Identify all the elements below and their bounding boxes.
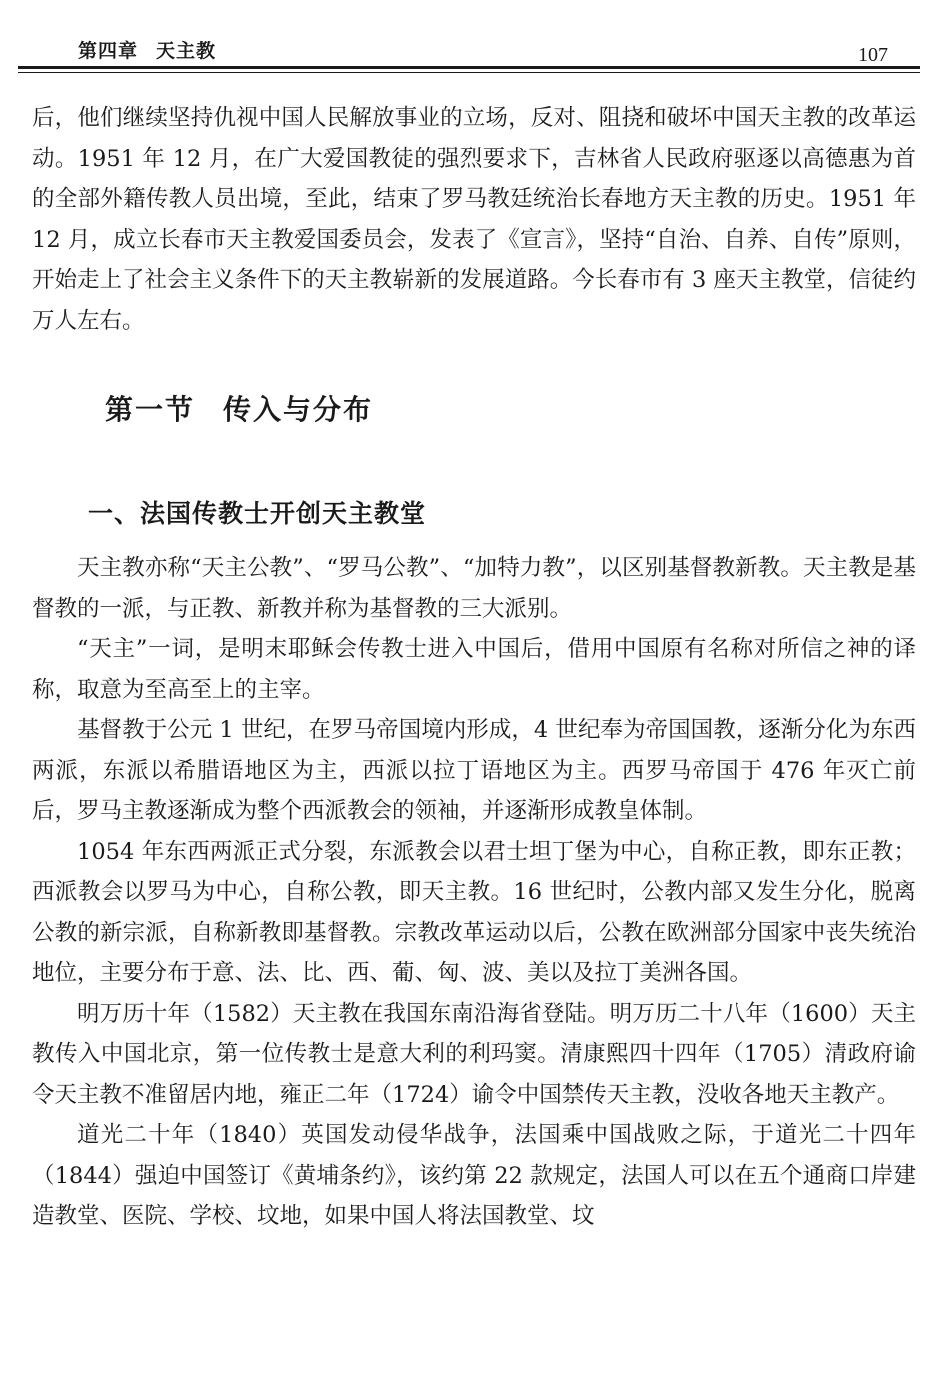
- intro-paragraph: 后，他们继续坚持仇视中国人民解放事业的立场，反对、阻挠和破坏中国天主教的改革运动。1951 年 12 月，在广大爱国教徒的强烈要求下，吉林省人民政府驱逐以高德惠为首的全部外籍传教人员出境，至此，结束了罗马教廷统治长春地方天主教的历史。1951 年 12 月，成立长春市天主教爱国委员会，发表了《宣言》，坚持“自治、自养、自传”原则，开始走上了社会主义条件下的天主教崭新的发展道路。今长春市有 3 座天主教堂，信徒约万人左右。: [32, 105, 916, 334]
- paragraph: 明万历十年（1582）天主教在我国东南沿海省登陆。明万历二十八年（1600）天主教传入中国北京，第一位传教士是意大利的利玛窦。清康熙四十四年（1705）清政府谕令天主教不准留居内地，雍正二年（1724）谕令中国禁传天主教，没收各地天主教产。: [32, 1000, 916, 1108]
- chapter-title: 天主教: [156, 40, 217, 62]
- paragraph: “天主”一词，是明末耶稣会传教士进入中国后，借用中国原有名称对所信之神的译称，取意为至高至上的主宰。: [32, 636, 916, 703]
- header-rule-thin: [18, 72, 920, 73]
- running-header: [78, 30, 898, 70]
- body-paragraphs: [32, 548, 916, 1237]
- section-heading: [105, 388, 373, 428]
- header-rule-thick: [18, 66, 920, 69]
- paragraph: 道光二十年（1840）英国发动侵华战争，法国乘中国战败之际，于道光二十四年（1844）强迫中国签订《黄埔条约》，该约第 22 款规定，法国人可以在五个通商口岸建造教堂、医院、学校、坟地，如果中国人将法国教堂、坟: [32, 1122, 916, 1229]
- paragraph: 1054 年东西两派正式分裂，东派教会以君士坦丁堡为中心，自称正教，即东正教；西派教会以罗马为中心，自称公教，即天主教。16 世纪时，公教内部又发生分化，脱离公教的新宗派，自称新教即基督教。宗教改革运动以后，公教在欧洲部分国家中丧失统治地位，主要分布于意、法、比、西、葡、匈、波、美以及拉丁美洲各国。: [32, 838, 916, 986]
- chapter-number: 第四章: [78, 40, 139, 62]
- chapter-heading: [78, 36, 216, 63]
- page-number: 107: [858, 44, 888, 66]
- paragraph: 天主教亦称“天主公教”、“罗马公教”、“加特力教”，以区别基督教新教。天主教是基督教的一派，与正教、新教并称为基督教的三大派别。: [32, 555, 916, 622]
- section-number: 第一节: [105, 393, 196, 426]
- section-title: 传入与分布: [223, 393, 374, 426]
- paragraph: 基督教于公元 1 世纪，在罗马帝国境内形成，4 世纪奉为帝国国教，逐渐分化为东西两派，东派以希腊语地区为主，西派以拉丁语地区为主。西罗马帝国于 476 年灭亡前后，罗马主教逐渐成为整个西派教会的领袖，并逐渐形成教皇体制。: [32, 717, 916, 824]
- subsection-heading: 一、法国传教士开创天主教堂: [88, 499, 427, 528]
